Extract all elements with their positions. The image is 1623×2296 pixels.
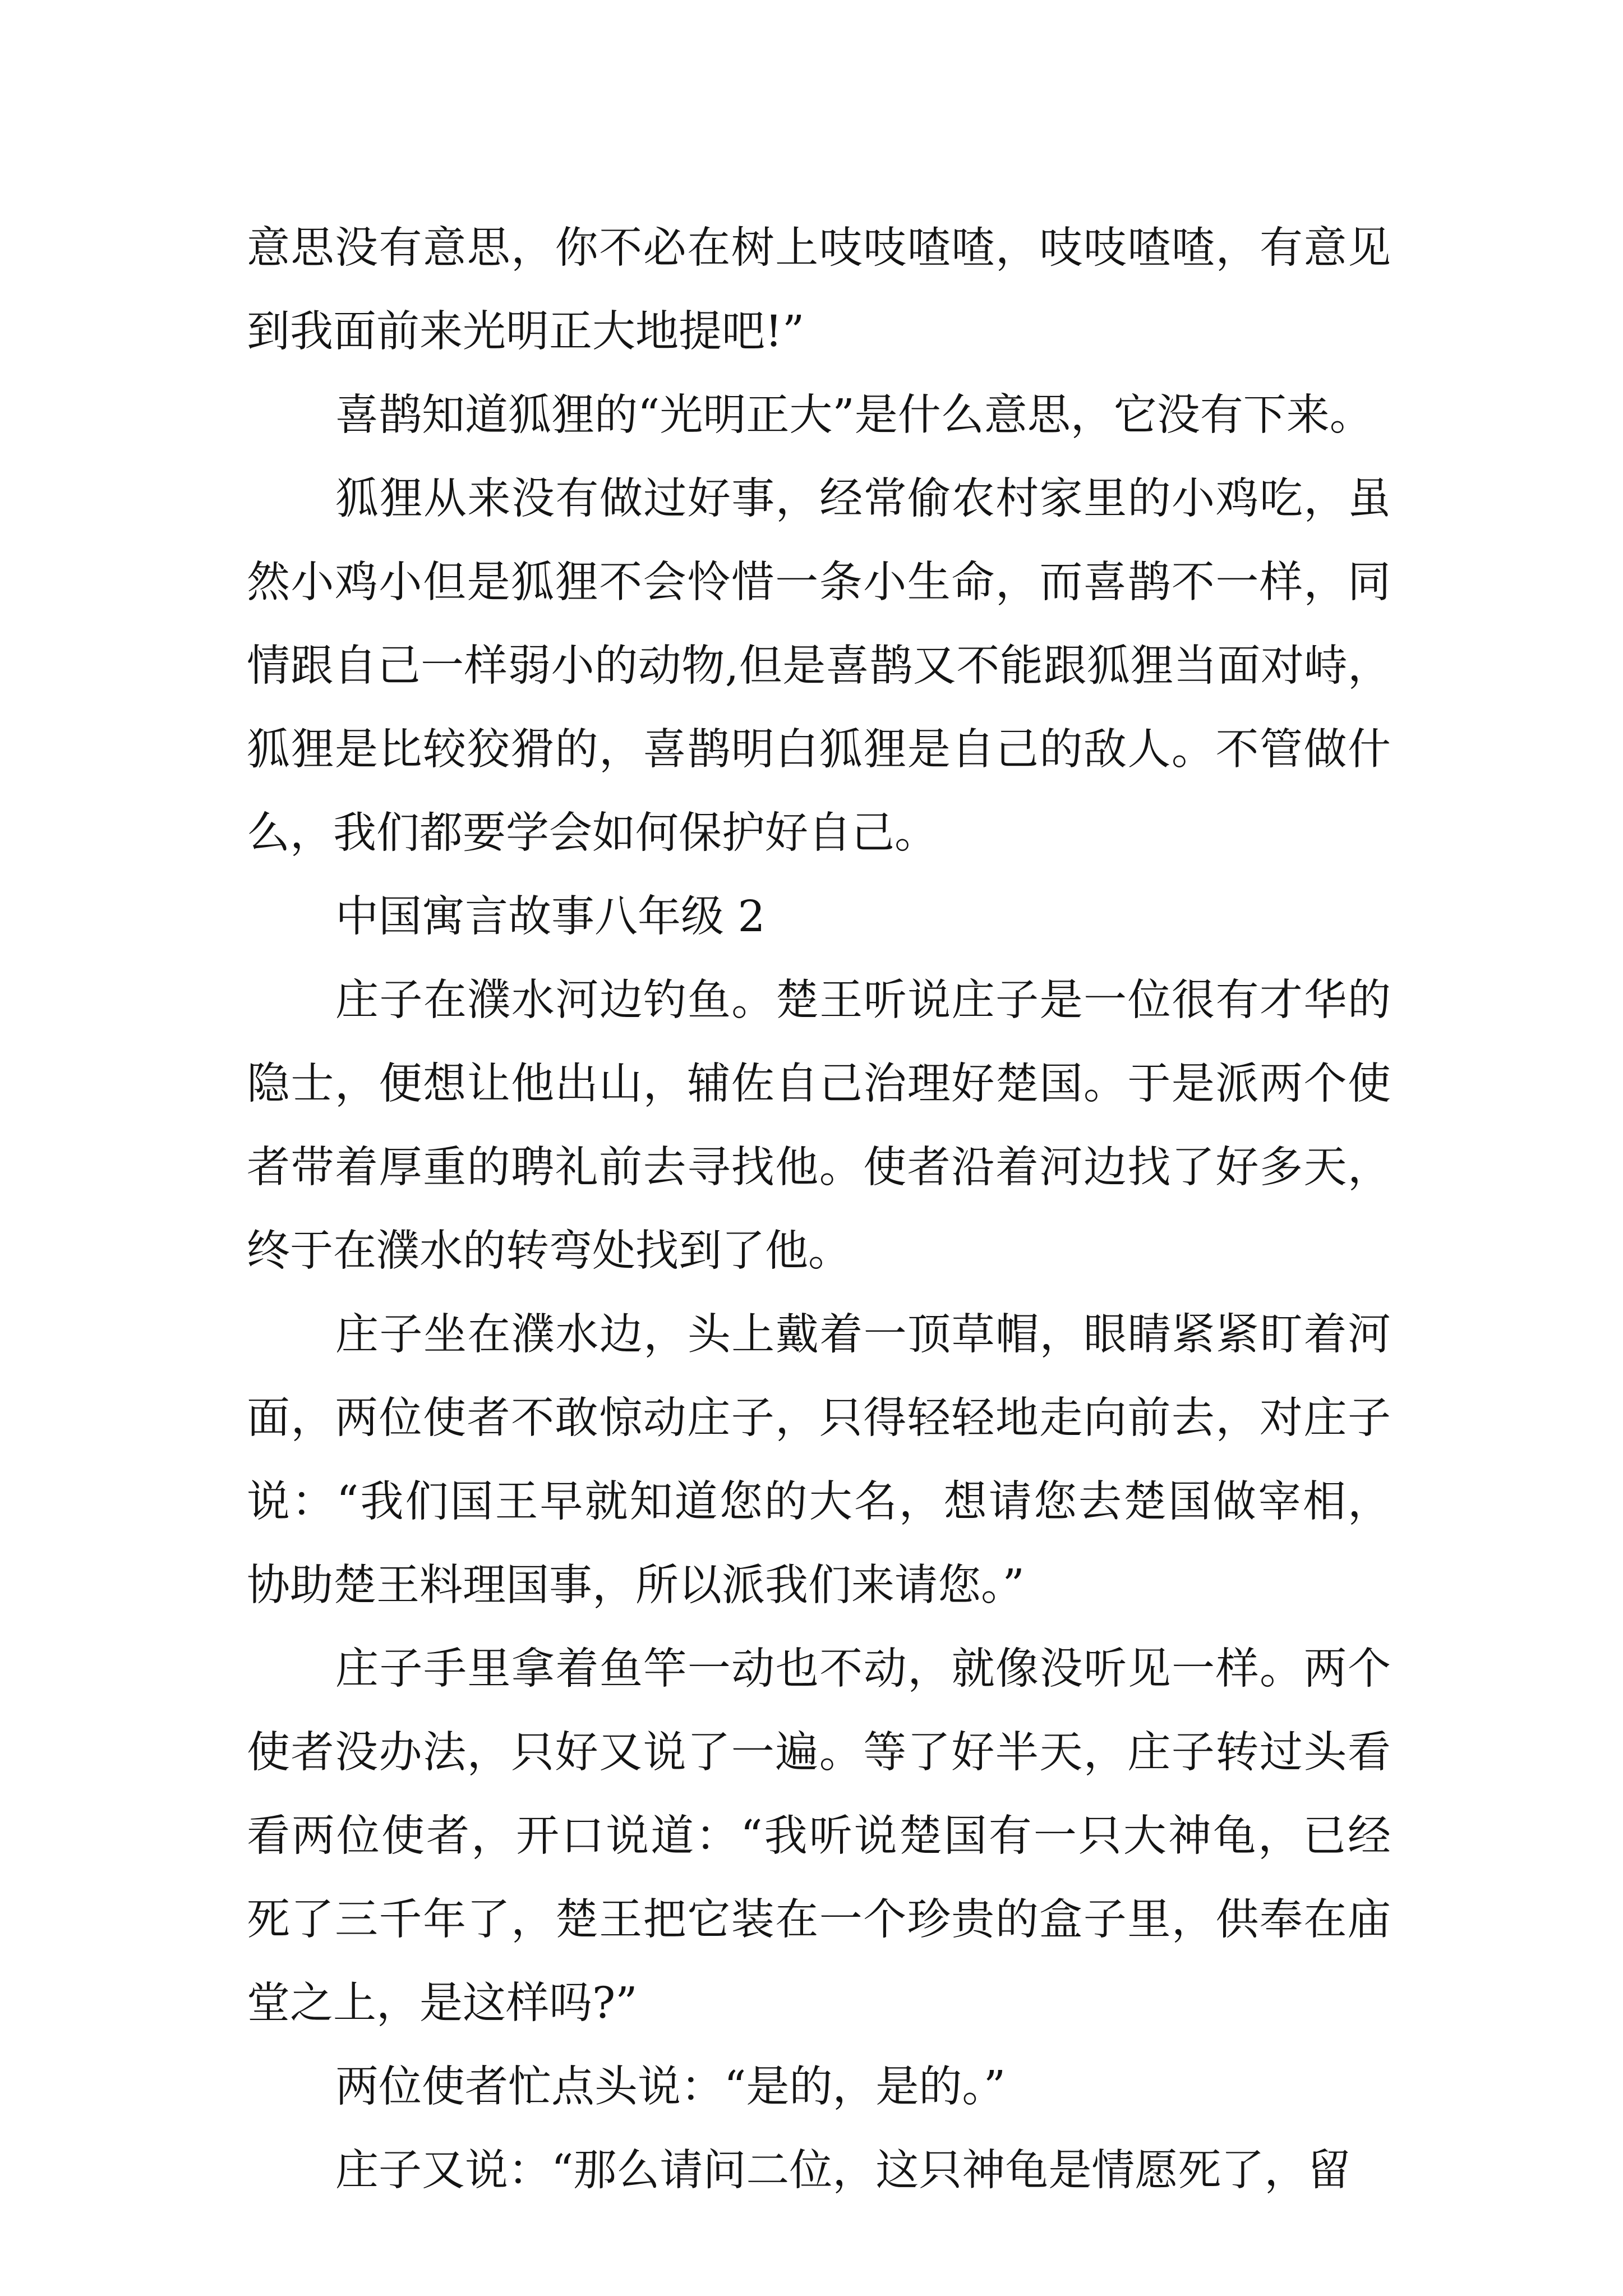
document-body bbox=[247, 206, 1391, 2212]
paragraph: 庄子坐在濮水边，头上戴着一顶草帽，眼睛紧紧盯着河面，两位使者不敢惊动庄子，只得轻轻地走向前去，对庄子说：“我们国王早就知道您的大名，想请您去楚国做宰相，协助楚王料理国事，所以派我们来请您。” bbox=[247, 1310, 1391, 1611]
section-heading: 中国寓言故事八年级 2 bbox=[335, 892, 766, 942]
paragraph: 意思没有意思，你不必在树上吱吱喳喳，吱吱喳喳，有意见到我面前来光明正大地提吧!” bbox=[247, 223, 1391, 357]
paragraph: 两位使者忙点头说：“是的，是的。” bbox=[335, 2062, 1006, 2112]
paragraph: 庄子在濮水河边钓鱼。楚王听说庄子是一位很有才华的隐士，便想让他出山，辅佐自己治理好楚国。于是派两个使者带着厚重的聘礼前去寻找他。使者沿着河边找了好多天，终于在濮水的转弯处找到了他。 bbox=[247, 976, 1391, 1276]
paragraph: 庄子手里拿着鱼竿一动也不动，就像没听见一样。两个使者没办法，只好又说了一遍。等了好半天，庄子转过头看看两位使者，开口说道：“我听说楚国有一只大神龟，已经死了三千年了，楚王把它装在一个珍贵的盒子里，供奉在庙堂之上，是这样吗?” bbox=[247, 1644, 1391, 2028]
paragraph: 喜鹊知道狐狸的“光明正大”是什么意思，它没有下来。 bbox=[335, 390, 1373, 440]
paragraph: 庄子又说：“那么请问二位，这只神龟是情愿死了，留 bbox=[335, 2146, 1351, 2196]
paragraph: 狐狸从来没有做过好事，经常偷农村家里的小鸡吃，虽然小鸡小但是狐狸不会怜惜一条小生命，而喜鹊不一样，同情跟自己一样弱小的动物,但是喜鹊又不能跟狐狸当面对峙，狐狸是比较狡猾的，喜鹊明白狐狸是自己的敌人。不管做什么，我们都要学会如何保护好自己。 bbox=[247, 474, 1391, 858]
